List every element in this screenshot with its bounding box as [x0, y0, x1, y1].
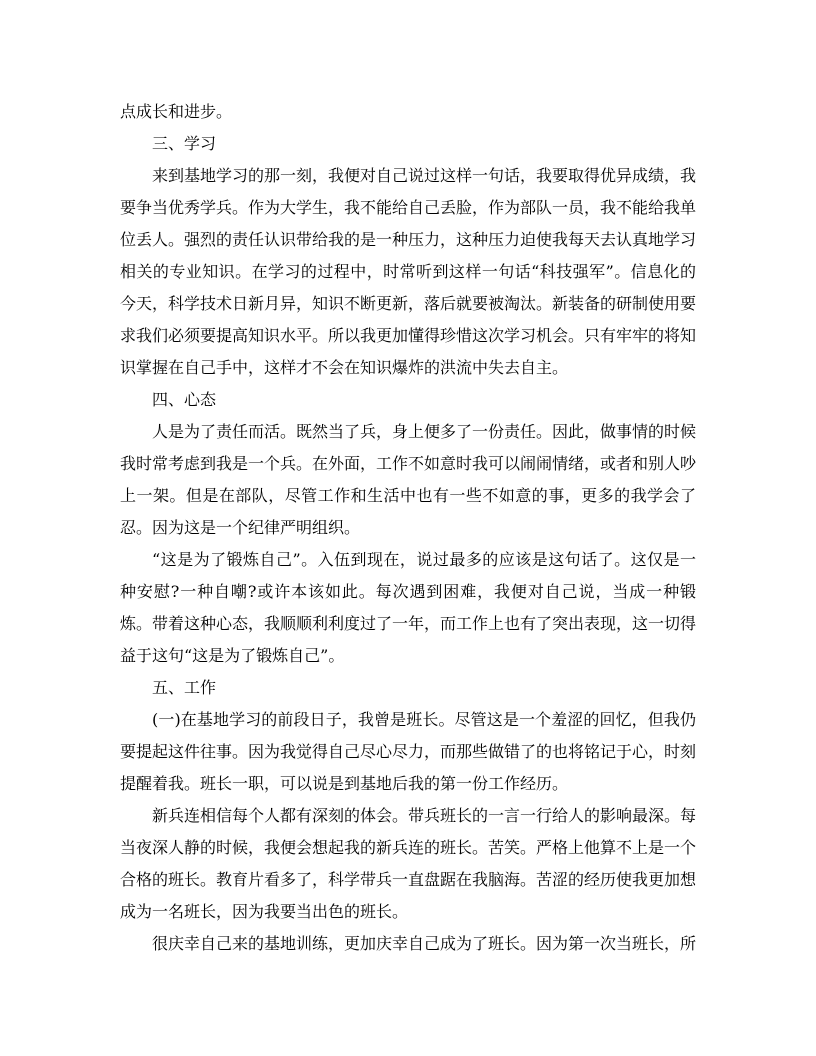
paragraph-work-recruit-company: 新兵连相信每个人都有深刻的体会。带兵班长的一言一行给人的影响最深。每当夜深人静的时候，我便会想起我的新兵连的班长。苦笑。严格上他算不上是一个合格的班长。教育片看多了，科学带兵一直盘踞在我脑海。苦涩的经历使我更加想成为一名班长，因为我要当出色的班长。	[120, 806, 697, 921]
paragraph-continuation: 点成长和进步。	[120, 102, 233, 121]
paragraph-mindset-responsibility: 人是为了责任而活。既然当了兵，身上便多了一份责任。因此，做事情的时候我时常考虑到我是一个兵。在外面，工作不如意时我可以闹闹情绪，或者和别人吵上一架。但是在部队，尽管工作和生活中也有一些不如意的事，更多的我学会了忍。因为这是一个纪律严明组织。	[120, 422, 697, 537]
paragraph-work-fortunate: 很庆幸自己来的基地训练，更加庆幸自己成为了班长。因为第一次当班长，所	[152, 934, 697, 953]
section-heading-mindset: 四、心态	[152, 390, 217, 409]
paragraph-study: 来到基地学习的那一刻，我便对自己说过这样一句话，我要取得优异成绩，我要争当优秀学兵。作为大学生，我不能给自己丢脸，作为部队一员，我不能给我单位丢人。强烈的责任认识带给我的是一种压力，这种压力迫使我每天去认真地学习相关的专业知识。在学习的过程中，时常听到这样一句话“科技强军”。信息化的今天，科学技术日新月异，知识不断更新，落后就要被淘汰。新装备的研制使用要求我们必须要提高知识水平。所以我更加懂得珍惜这次学习机会。只有牢牢的将知识掌握在自己手中，这样才不会在知识爆炸的洪流中失去自主。	[120, 166, 697, 377]
section-heading-work: 五、工作	[152, 678, 217, 697]
section-heading-study: 三、学习	[152, 134, 217, 153]
paragraph-mindset-training: “这是为了锻炼自己”。入伍到现在，说过最多的应该是这句话了。这仅是一种安慰?一种自嘲?或许本该如此。每次遇到困难，我便对自己说，当成一种锻炼。带着这种心态，我顺顺利利度过了一年，而工作上也有了突出表现，这一切得益于这句“这是为了锻炼自己”。	[120, 550, 697, 665]
document-body	[120, 96, 696, 960]
paragraph-work-monitor: (一)在基地学习的前段日子，我曾是班长。尽管这是一个羞涩的回忆，但我仍要提起这件往事。因为我觉得自己尽心尽力，而那些做错了的也将铭记于心，时刻提醒着我。班长一职，可以说是到基地后我的第一份工作经历。	[120, 710, 697, 793]
